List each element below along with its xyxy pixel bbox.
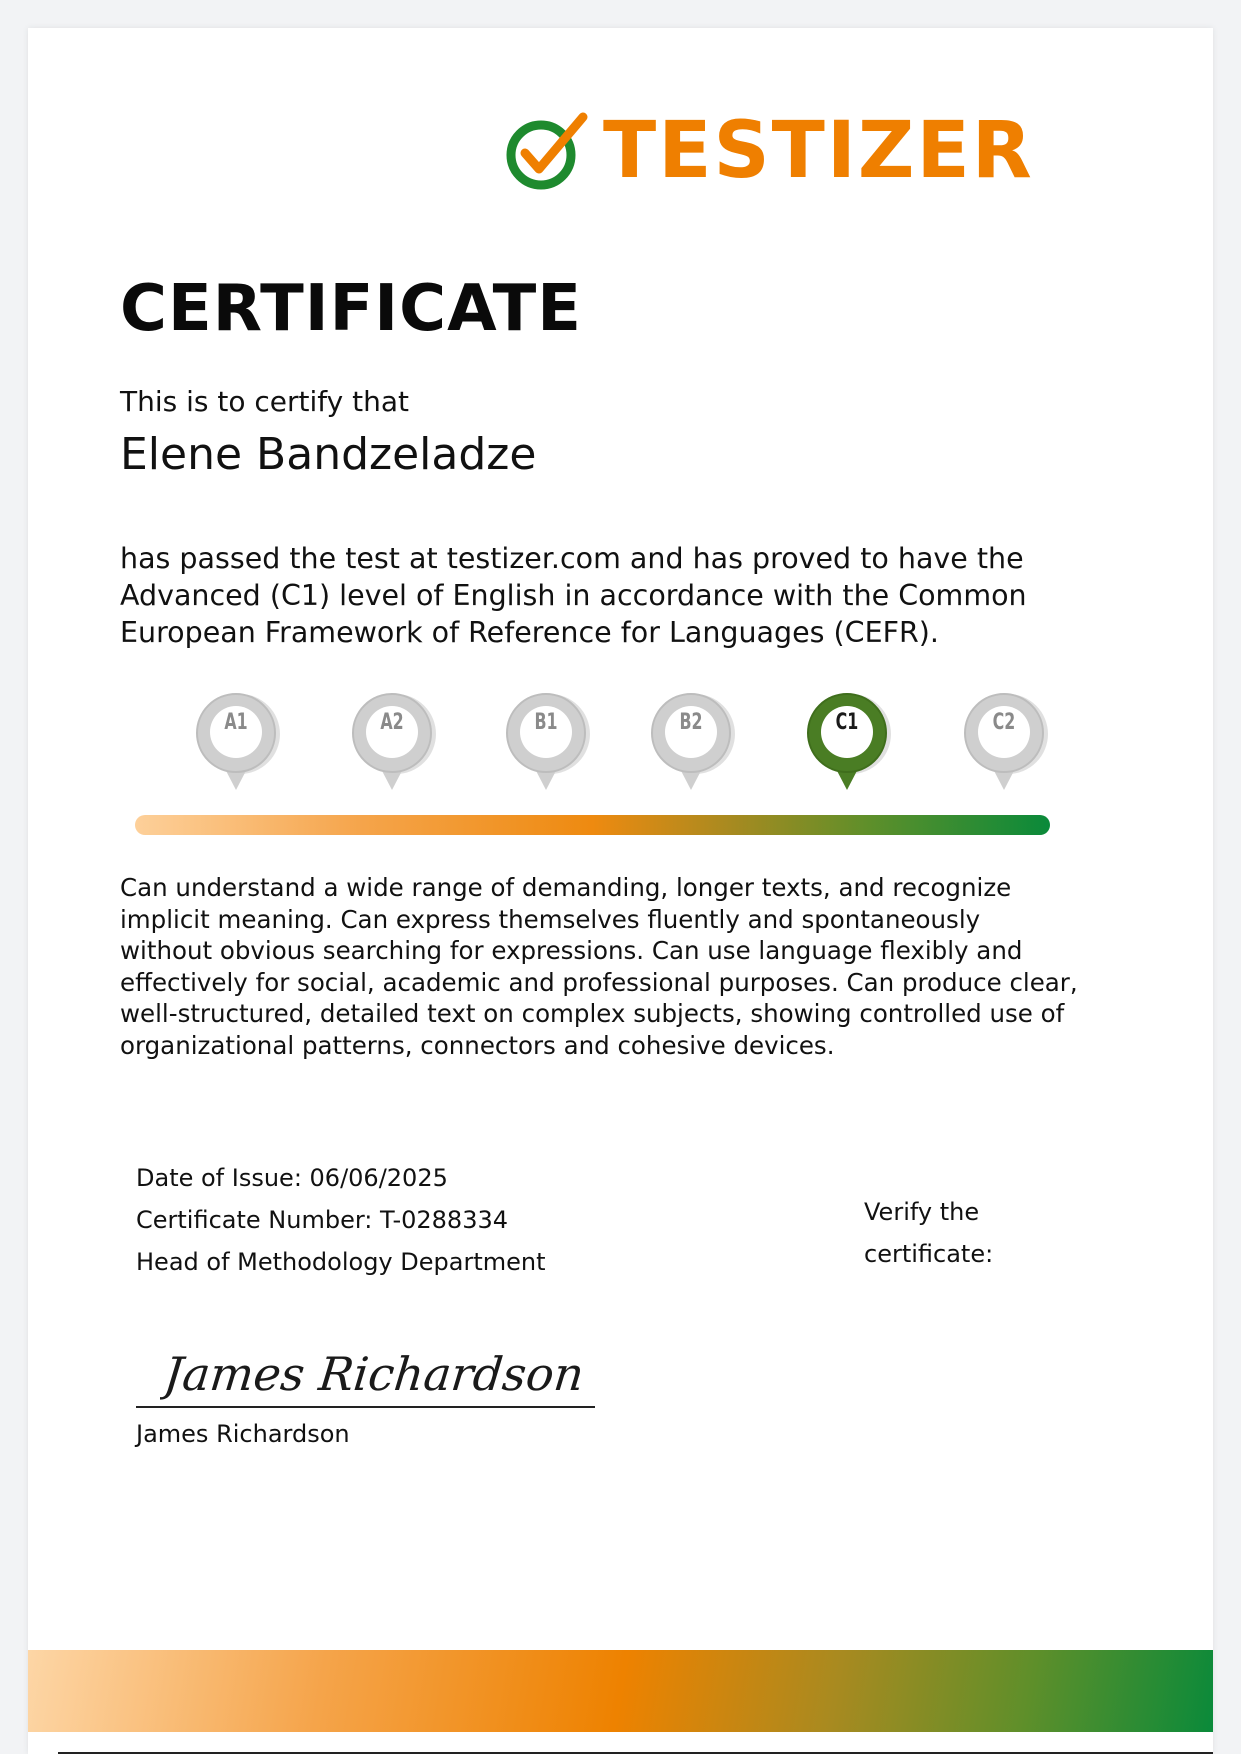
verify-certificate-text: Verify the certificate: <box>864 1198 994 1268</box>
certificate-title: CERTIFICATE <box>120 272 582 346</box>
level-pin-c2 <box>961 690 1047 795</box>
intro-text: This is to certify that <box>120 385 409 418</box>
level-label: A1 <box>224 710 248 735</box>
bottom-gradient-band <box>28 1650 1213 1732</box>
level-label: B2 <box>679 710 703 735</box>
level-pin-b1 <box>503 690 589 795</box>
department-title: Head of Methodology Department <box>136 1248 546 1276</box>
level-pin-c1 <box>804 690 890 795</box>
level-progress-bar <box>135 815 1050 835</box>
certificate-meta <box>136 1163 546 1289</box>
level-description: Can understand a wide range of demanding, longer texts, and recognize implicit meaning. Can express themselves fluently and spontaneously without obvious searching for expressions. Can use language flexibly and effectively for social, academic and professional purposes. Can produce clear, well-structured, detailed text on complex subjects, showing controlled use of organizational patterns, connectors and cohesive devices. <box>120 873 1078 1060</box>
handwritten-signature <box>160 1320 580 1424</box>
brand-name: TESTIZER <box>603 106 1034 196</box>
level-label: A2 <box>380 710 404 735</box>
level-pin-a2 <box>349 690 435 795</box>
recipient-name: Elene Bandzeladze <box>120 429 537 480</box>
testizer-logo <box>503 105 1034 197</box>
level-pin-b2 <box>648 690 734 795</box>
signature-text: James Richardson <box>161 1347 580 1401</box>
statement-text: has passed the test at testizer.com and has proved to have the Advanced (C1) level of English in accordance with the Common European Framework of Reference for Languages (CEFR). <box>120 542 1027 649</box>
level-pin-a1 <box>193 690 279 795</box>
level-label: C2 <box>992 710 1016 735</box>
level-label: C1 <box>835 710 859 735</box>
date-of-issue: Date of Issue: 06/06/2025 <box>136 1164 448 1192</box>
checkmark-circle-icon <box>503 105 595 197</box>
certificate-number: Certificate Number: T-0288334 <box>136 1206 508 1234</box>
signatory-name: James Richardson <box>136 1420 350 1448</box>
signature-line <box>136 1406 595 1408</box>
level-label: B1 <box>534 710 558 735</box>
cefr-level-scale <box>0 690 1185 800</box>
